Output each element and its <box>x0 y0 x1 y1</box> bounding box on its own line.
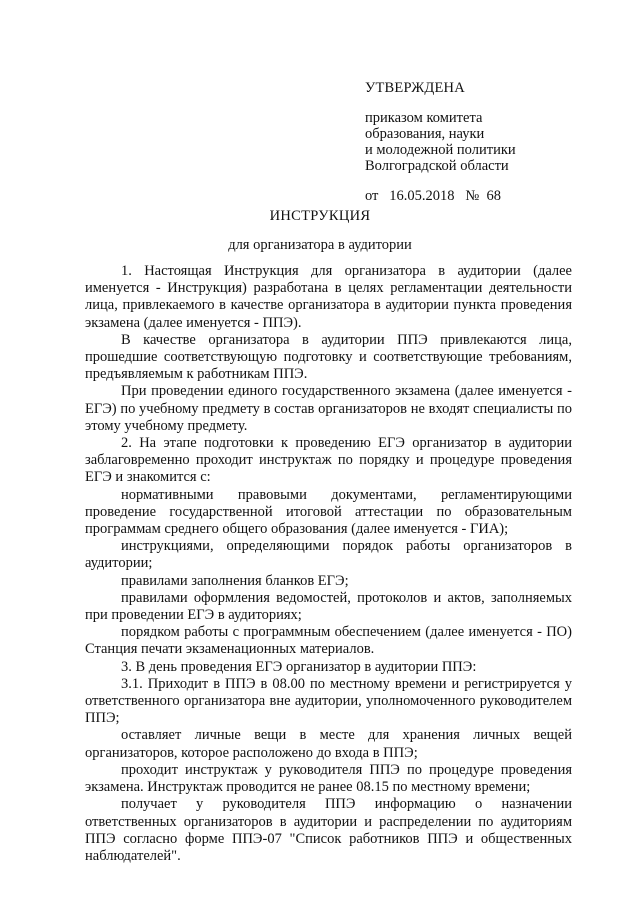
document-title: ИНСТРУКЦИЯ <box>269 208 371 224</box>
body-paragraph: правилами заполнения бланков ЕГЭ; <box>121 572 349 589</box>
body-paragraph: порядком работы с программным обеспечением (далее именуется - ПО) Станция печати экзаменационных материалов. <box>85 624 572 658</box>
approval-title: УТВЕРЖДЕНА <box>365 80 465 96</box>
approval-order-line: образования, науки <box>365 126 485 142</box>
document-subtitle: для организатора в аудитории <box>228 237 412 253</box>
body-paragraph: При проведении единого государственного экзамена (далее именуется - ЕГЭ) по учебному предмету в состав организаторов не входят специалисты по этому учебному предмету. <box>85 383 572 434</box>
body-paragraph: инструкциями, определяющими порядок работы организаторов в аудитории; <box>85 538 572 572</box>
approval-order-reference: от 16.05.2018 № 68 <box>365 188 501 204</box>
approval-order-line: приказом комитета <box>365 110 483 126</box>
body-paragraph: В качестве организатора в аудитории ППЭ привлекаются лица, прошедшие соответствующую подготовку и соответствующие требованиям, предъявляемым к работникам ППЭ. <box>85 331 572 383</box>
body-paragraph: нормативными правовыми документами, регламентирующими проведение государственной итоговой аттестации по образовательным программам среднего общего образования (далее именуется - ГИА); <box>85 486 572 538</box>
body-paragraph: 3. В день проведения ЕГЭ организатор в аудитории ППЭ: <box>121 658 477 675</box>
body-paragraph: правилами оформления ведомостей, протоколов и актов, заполняемых при проведении ЕГЭ в аудиториях; <box>85 589 572 624</box>
approval-order-text <box>365 110 605 174</box>
body-paragraph: 2. На этапе подготовки к проведению ЕГЭ организатор в аудитории заблаговременно проходит инструктаж по порядку и процедуре проведения ЕГЭ и знакомится с: <box>85 435 572 486</box>
approval-order-line: Волгоградской области <box>365 158 509 174</box>
approval-block <box>365 80 605 204</box>
body-paragraph: 1. Настоящая Инструкция для организатора в аудитории (далее именуется - Инструкция) разработана в целях регламентации деятельности лица, привлекаемого в качестве организатора в аудитории пункта проведения экзамена (далее именуется - ППЭ). <box>85 263 572 331</box>
body-paragraph: получает у руководителя ППЭ информацию о назначении ответственных организаторов в аудитории и распределении по аудиториям ППЭ согласно форме ППЭ-07 "Список работников ППЭ и общественных наблюдателей". <box>85 796 572 864</box>
body-paragraph: проходит инструктаж у руководителя ППЭ по процедуре проведения экзамена. Инструктаж проводится не ранее 08.15 по местному времени; <box>85 761 572 796</box>
approval-order-line: и молодежной политики <box>365 142 516 158</box>
document-body <box>85 263 572 865</box>
body-paragraph: оставляет личные вещи в месте для хранения личных вещей организаторов, которое расположено до входа в ППЭ; <box>85 727 572 761</box>
body-paragraph: 3.1. Приходит в ППЭ в 08.00 по местному времени и регистрируется у ответственного организатора вне аудитории, уполномоченного руководителем ППЭ; <box>85 675 572 727</box>
